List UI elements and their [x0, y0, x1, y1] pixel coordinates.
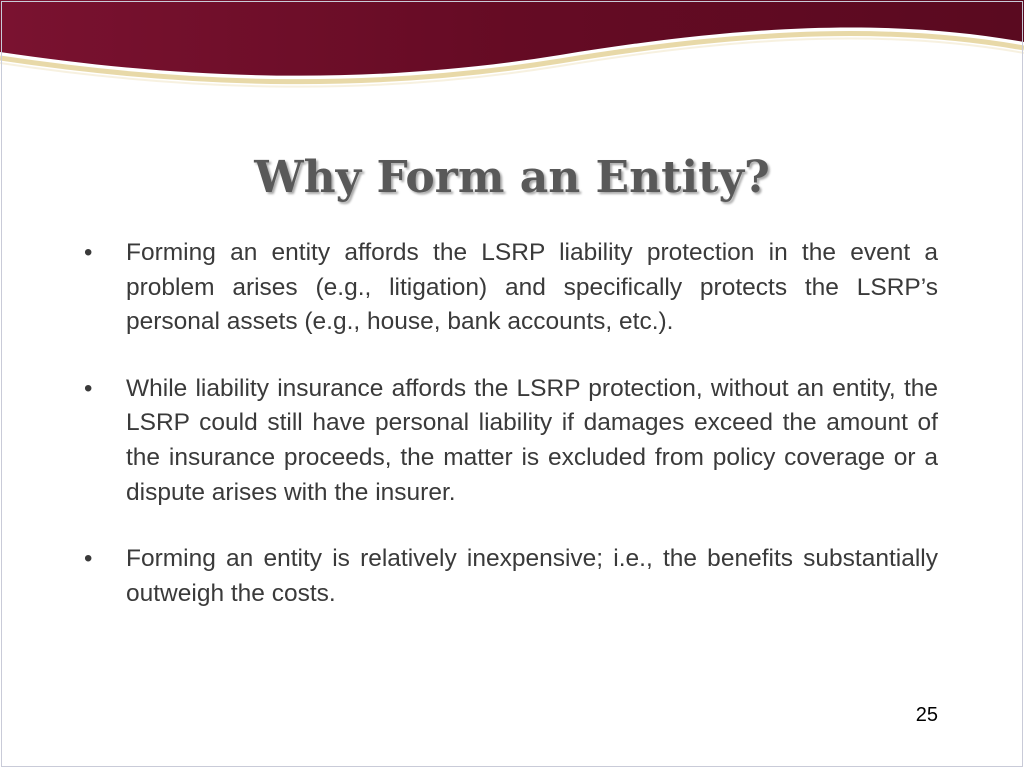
- bullet-text: Forming an entity is relatively inexpensive; i.e., the benefits substantially outweigh the costs.: [126, 545, 938, 607]
- bullet-item: [82, 236, 938, 340]
- bullet-marker: •: [84, 545, 93, 573]
- page-number: 25: [915, 704, 938, 726]
- bullet-text: Forming an entity affords the LSRP liability protection in the event a problem arises (e.g., litigation) and specifically protects the LSRP’s personal assets (e.g., house, bank accounts, etc.).: [126, 239, 938, 336]
- bullet-list: [82, 236, 938, 643]
- bullet-text: While liability insurance affords the LSRP protection, without an entity, the LSRP could still have personal liability if damages exceed the amount of the insurance proceeds, the matter is excluded from policy coverage or a dispute arises with the insurer.: [126, 374, 938, 506]
- bullet-item: [82, 372, 938, 510]
- header-banner: [0, 0, 1024, 110]
- bullet-item: [82, 542, 938, 611]
- slide-title: Why Form an Entity?: [254, 152, 770, 203]
- bullet-marker: •: [84, 239, 93, 266]
- bullet-marker: •: [84, 374, 93, 402]
